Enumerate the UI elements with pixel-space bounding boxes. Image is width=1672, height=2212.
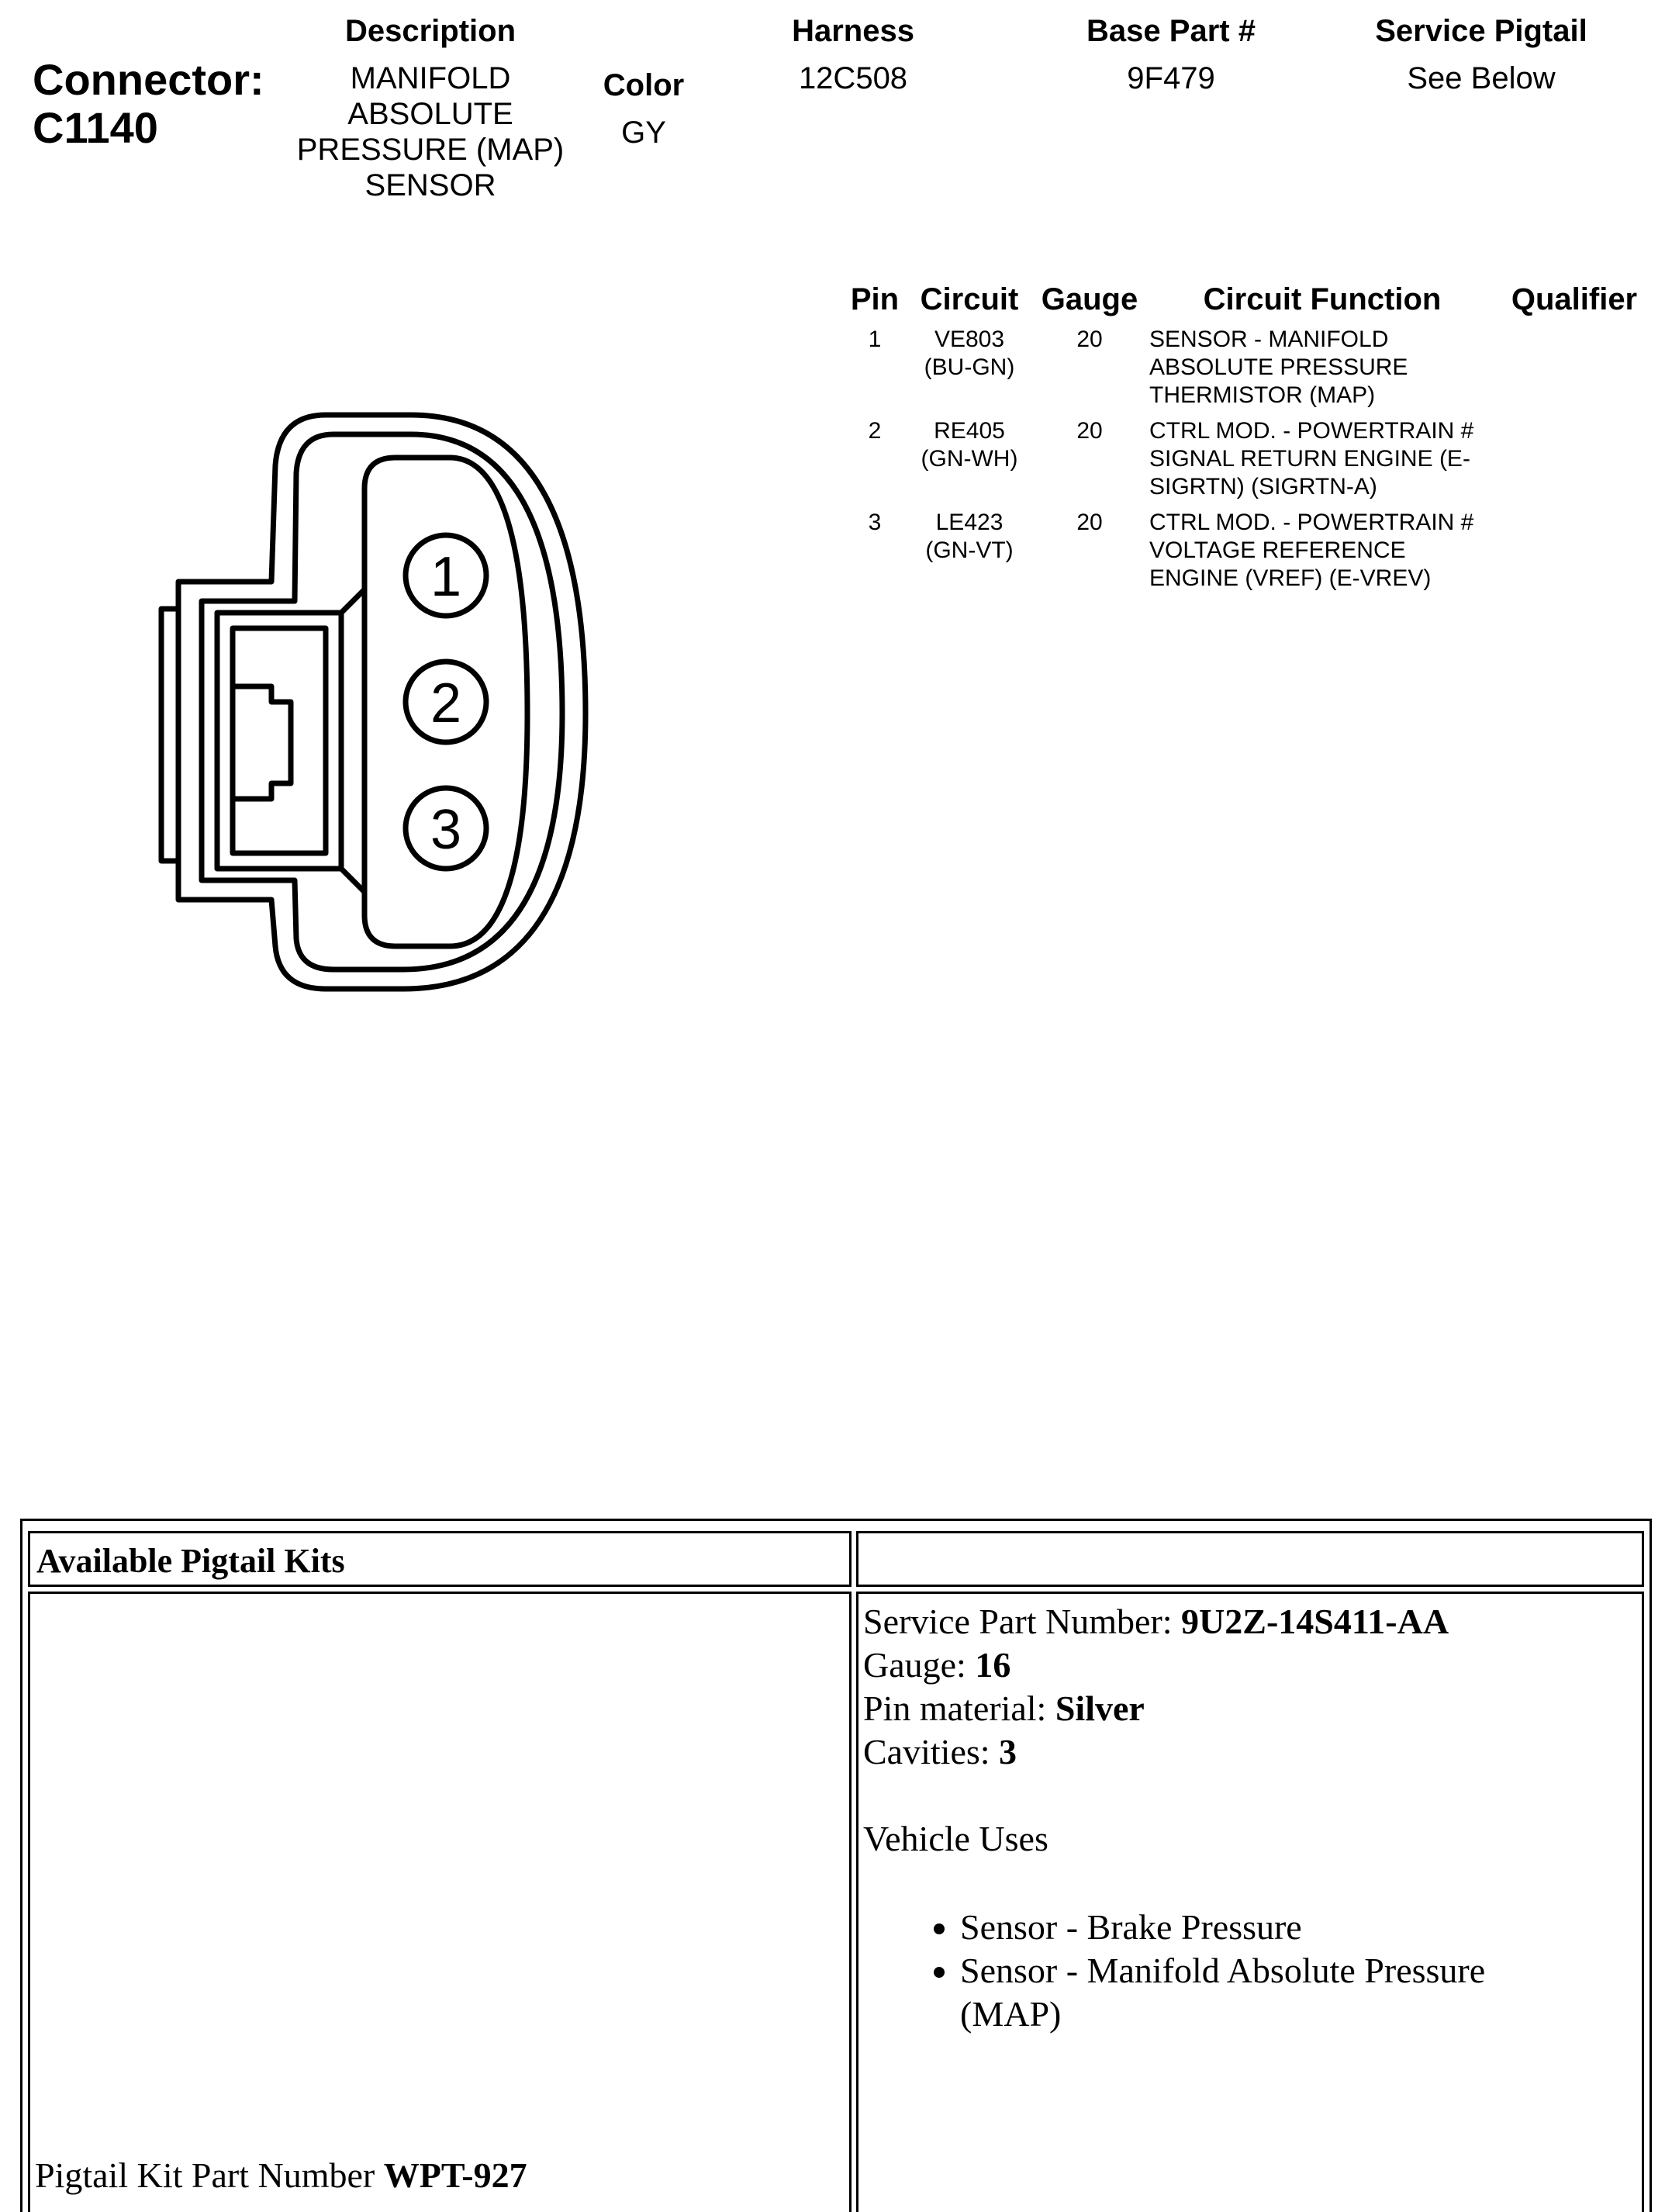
base-part-value: 9F479: [1127, 61, 1215, 95]
circuit-color: (BU-GN): [924, 354, 1015, 380]
connector-heading: [33, 56, 264, 152]
latch-outer: [217, 613, 341, 869]
service-part-label: Service Part Number:: [863, 1602, 1182, 1641]
pin-number: 1: [868, 327, 882, 352]
list-item: • Sensor - Brake Pressure: [960, 1906, 1639, 1949]
gauge-label: Gauge:: [863, 1645, 976, 1685]
circuit-cell: [911, 326, 1028, 382]
description-header: Description: [344, 14, 516, 48]
pigtail-kit-header-blank-cell: [856, 1531, 1644, 1587]
pin-label-3: 3: [430, 799, 462, 861]
latch-connector-line: [341, 869, 364, 892]
description-line: PRESSURE (MAP): [296, 133, 565, 167]
pin-material-label: Pin material:: [863, 1688, 1055, 1728]
function-line: ENGINE (VREF) (E-VREV): [1149, 565, 1432, 591]
list-item: [960, 1949, 1639, 2036]
function-line: VOLTAGE REFERENCE: [1149, 537, 1406, 563]
pigtail-kit-details: [863, 1600, 1639, 2036]
circuit-color: (GN-WH): [921, 446, 1018, 472]
spacer: [863, 1774, 1639, 1817]
pin-material-line: [863, 1687, 1639, 1730]
pigtail-kit-detail-cell: [856, 1592, 1644, 2212]
harness-value: 12C508: [798, 61, 908, 95]
col-gauge-header: Gauge: [1041, 282, 1138, 316]
pin-label-2: 2: [430, 672, 462, 734]
latch-connector-line: [341, 589, 364, 613]
vehicle-uses-label: Vehicle Uses: [863, 1819, 1048, 1858]
service-pigtail-value: See Below: [1407, 61, 1556, 95]
circuit-id: LE423: [935, 510, 1004, 535]
pin-number: 2: [868, 418, 882, 444]
spacer: [863, 1861, 1639, 1906]
kit-part-value: WPT-927: [383, 2155, 527, 2195]
function-line: SENSOR - MANIFOLD: [1149, 327, 1389, 352]
circuit-cell: [911, 509, 1028, 565]
gauge-cell: 20: [1076, 327, 1103, 352]
circuit-color: (GN-VT): [925, 537, 1014, 563]
kit-part-label: Pigtail Kit Part Number: [35, 2155, 384, 2195]
description-line: ABSOLUTE: [347, 97, 513, 131]
function-cell: [1149, 417, 1522, 501]
service-part-value: 9U2Z-14S411-AA: [1181, 1602, 1449, 1641]
latch-tab: [233, 686, 291, 799]
gauge-cell: 20: [1076, 418, 1103, 444]
gauge-line: [863, 1643, 1639, 1687]
gauge-value: 16: [975, 1645, 1011, 1685]
color-value: GY: [621, 116, 666, 150]
cavities-line: [863, 1730, 1639, 1774]
function-line: SIGRTN) (SIGRTN-A): [1149, 474, 1377, 499]
function-cell: [1149, 509, 1522, 593]
col-qualifier-header: Qualifier: [1511, 282, 1638, 316]
col-function-header: Circuit Function: [1203, 282, 1442, 316]
description-line: MANIFOLD: [350, 61, 511, 95]
latch-inner: [233, 628, 326, 853]
function-line: CTRL MOD. - POWERTRAIN #: [1149, 510, 1474, 535]
col-pin-header: Pin: [850, 282, 900, 316]
list-item-line: Sensor - Manifold Absolute Pressure: [960, 1951, 1486, 1990]
pin-material-value: Silver: [1055, 1688, 1145, 1728]
description-value: [275, 60, 586, 203]
service-pigtail-header: Service Pigtail: [1375, 14, 1587, 48]
description-line: SENSOR: [364, 168, 496, 202]
pin-label-1: 1: [430, 546, 462, 608]
function-line: THERMISTOR (MAP): [1149, 382, 1376, 408]
pigtail-kit-title-cell: [28, 1531, 852, 1587]
col-circuit-header: Circuit: [920, 282, 1019, 316]
cavities-label: Cavities:: [863, 1732, 1000, 1771]
function-cell: [1149, 326, 1522, 410]
connector-diagram: [155, 403, 605, 1008]
color-header: Color: [603, 68, 685, 102]
connector-label: Connector:: [33, 55, 264, 104]
vehicle-uses-list: [863, 1906, 1639, 2036]
function-line: CTRL MOD. - POWERTRAIN #: [1149, 418, 1474, 444]
pin-number: 3: [868, 510, 882, 535]
function-line: SIGNAL RETURN ENGINE (E-: [1149, 446, 1470, 472]
circuit-id: VE803: [934, 327, 1005, 352]
pigtail-kit-image-cell: [28, 1592, 852, 2212]
list-item-line: (MAP): [960, 1994, 1062, 2034]
gauge-cell: 20: [1076, 510, 1103, 535]
harness-header: Harness: [792, 14, 914, 48]
connector-id: C1140: [33, 103, 158, 152]
circuit-id: RE405: [934, 418, 1005, 444]
pigtail-kit-title: Available Pigtail Kits: [36, 1542, 345, 1580]
function-line: ABSOLUTE PRESSURE: [1149, 354, 1408, 380]
latch-edge: [161, 609, 178, 861]
pigtail-kit-part-number: [35, 2154, 527, 2197]
circuit-cell: [911, 417, 1028, 473]
cavities-value: 3: [999, 1732, 1017, 1771]
base-part-header: Base Part #: [1086, 14, 1256, 48]
service-part-line: [863, 1600, 1639, 1643]
